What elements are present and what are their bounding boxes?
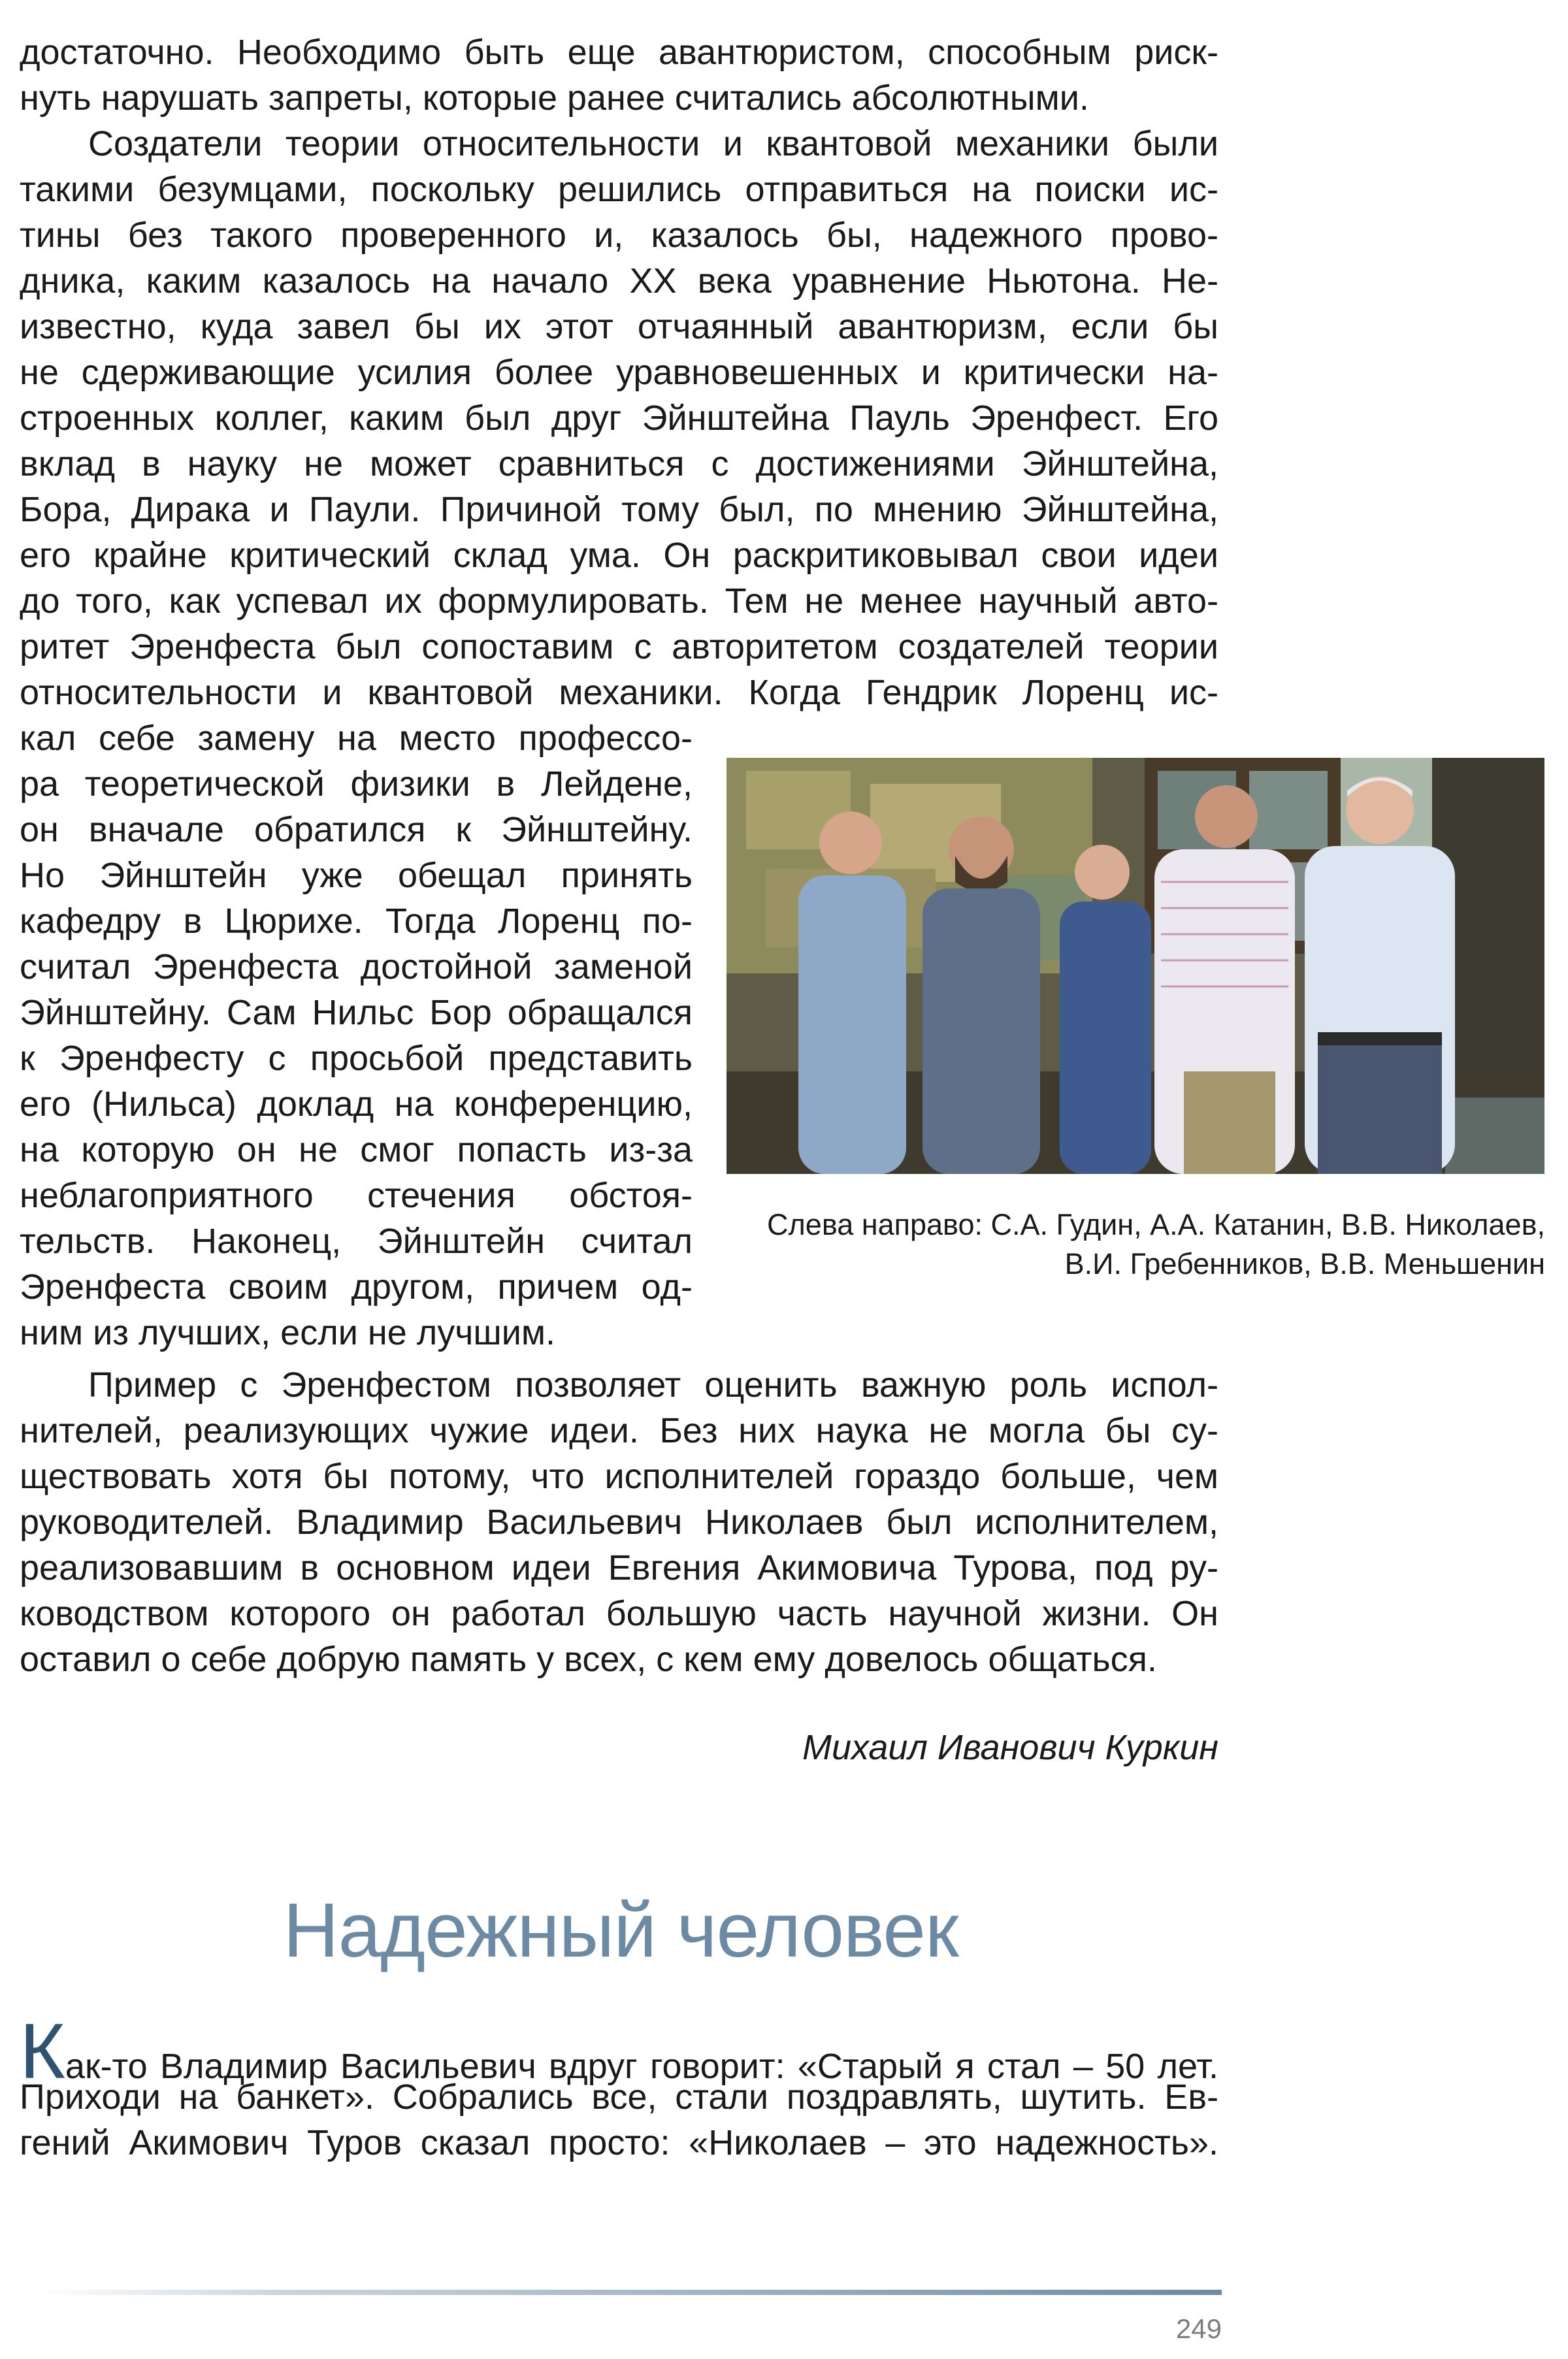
photo-caption <box>719 1205 1545 1284</box>
text-line: его (Нильса) доклад на конференцию, <box>20 1084 693 1124</box>
text-line: Создатели теории относительности и квантовой механики были <box>88 124 1218 163</box>
section-title: Надежный человек <box>283 1887 958 1974</box>
text-line: к Эренфесту с просьбой представить <box>20 1039 693 1078</box>
text-line: ществовать хотя бы потому, что исполнителей гораздо больше, чем <box>20 1457 1218 1496</box>
text-line: ра теоретической физики в Лейдене, <box>20 764 693 804</box>
text-line: такими безумцами, поскольку решились отправиться на поиски ис- <box>20 170 1218 209</box>
text-line: тины без такого проверенного и, казалось бы, надежного прово- <box>20 216 1218 255</box>
text-line: до того, как успевал их формулировать. Тем не менее научный авто- <box>20 581 1218 621</box>
text-line: кал себе замену на место профессо- <box>20 719 693 758</box>
text-line: оставил о себе добрую память у всех, с кем ему довелось общаться. <box>20 1640 1157 1679</box>
text-line: дника, каким казалось на начало XX века уравнение Ньютона. Не- <box>20 261 1218 301</box>
text-line: относительности и квантовой механики. Когда Гендрик Лоренц ис- <box>20 673 1218 712</box>
author-signature: Михаил Иванович Куркин <box>802 1728 1218 1767</box>
paragraph-top <box>20 29 1218 715</box>
text-line: известно, куда завел бы их этот отчаянный авантюризм, если бы <box>20 307 1218 346</box>
text-line: ним из лучших, если не лучшим. <box>20 1313 555 1352</box>
text-line: гений Акимович Туров сказал просто: «Николаев – это надежность». <box>20 2123 1218 2162</box>
paragraph-bottom <box>20 1362 1218 1682</box>
text-line: Но Эйнштейн уже обещал принять <box>20 856 693 895</box>
text-line: Приходи на банкет». Собрались все, стали поздравлять, шутить. Ев- <box>20 2077 1218 2117</box>
text-line: ководством которого он работал большую часть научной жизни. Он <box>20 1594 1218 1633</box>
text-line: нителей, реализующих чужие идеи. Без них наука не могла бы су- <box>20 1411 1218 1450</box>
paragraph-wrap <box>20 715 693 1356</box>
drop-cap: К <box>20 2008 65 2095</box>
text-line: руководителей. Владимир Васильевич Николаев был исполнителем, <box>20 1503 1218 1542</box>
text-line: нуть нарушать запреты, которые ранее считались абсолютными. <box>20 78 1089 118</box>
caption-line: Слева направо: С.А. Гудин, А.А. Катанин, В.В. Николаев, <box>767 1208 1545 1241</box>
footer-rule <box>39 2290 1222 2295</box>
group-photo <box>727 758 1544 1174</box>
text-line: не сдерживающие усилия более уравновешенных и критически на- <box>20 353 1218 392</box>
text-line <box>20 2008 1218 2095</box>
text-line: неблагоприятного стечения обстоя- <box>20 1176 693 1215</box>
text-line: реализовавшим в основном идеи Евгения Акимовича Турова, под ру- <box>20 1548 1218 1587</box>
text-line: он вначале обратился к Эйнштейну. <box>20 810 693 849</box>
text-line: строенных коллег, каким был друг Эйнштейна Пауль Эренфест. Его <box>20 399 1218 438</box>
text-line: Бора, Дирака и Паули. Причиной тому был, по мнению Эйнштейна, <box>20 490 1218 529</box>
text-fragment: ак-то Владимир Васильевич вдруг говорит: «Старый я стал – 50 лет. <box>65 2047 1218 2086</box>
text-line: ритет Эренфеста был сопоставим с авторитетом создателей теории <box>20 627 1218 666</box>
text-line: считал Эренфеста достойной заменой <box>20 947 693 986</box>
text-line: Эйнштейну. Сам Нильс Бор обращался <box>20 993 693 1032</box>
text-line: Эренфеста своим другом, причем од- <box>20 1267 693 1307</box>
text-line: его крайне критический склад ума. Он раскритиковывал свои идеи <box>20 536 1218 575</box>
page-number: 249 <box>1175 2313 1222 2344</box>
text-line: кафедру в Цюрихе. Тогда Лоренц по- <box>20 902 693 941</box>
text-line: на которую он не смог попасть из-за <box>20 1130 693 1169</box>
paragraph-final <box>20 2008 1218 2166</box>
caption-line: В.И. Гребенников, В.В. Меньшенин <box>1064 1247 1545 1280</box>
text-line: Пример с Эренфестом позволяет оценить важную роль испол- <box>88 1365 1218 1405</box>
text-line: вклад в науку не может сравниться с достижениями Эйнштейна, <box>20 444 1218 483</box>
text-line: достаточно. Необходимо быть еще авантюристом, способным риск- <box>20 33 1218 72</box>
text-line: тельств. Наконец, Эйнштейн считал <box>20 1222 693 1261</box>
